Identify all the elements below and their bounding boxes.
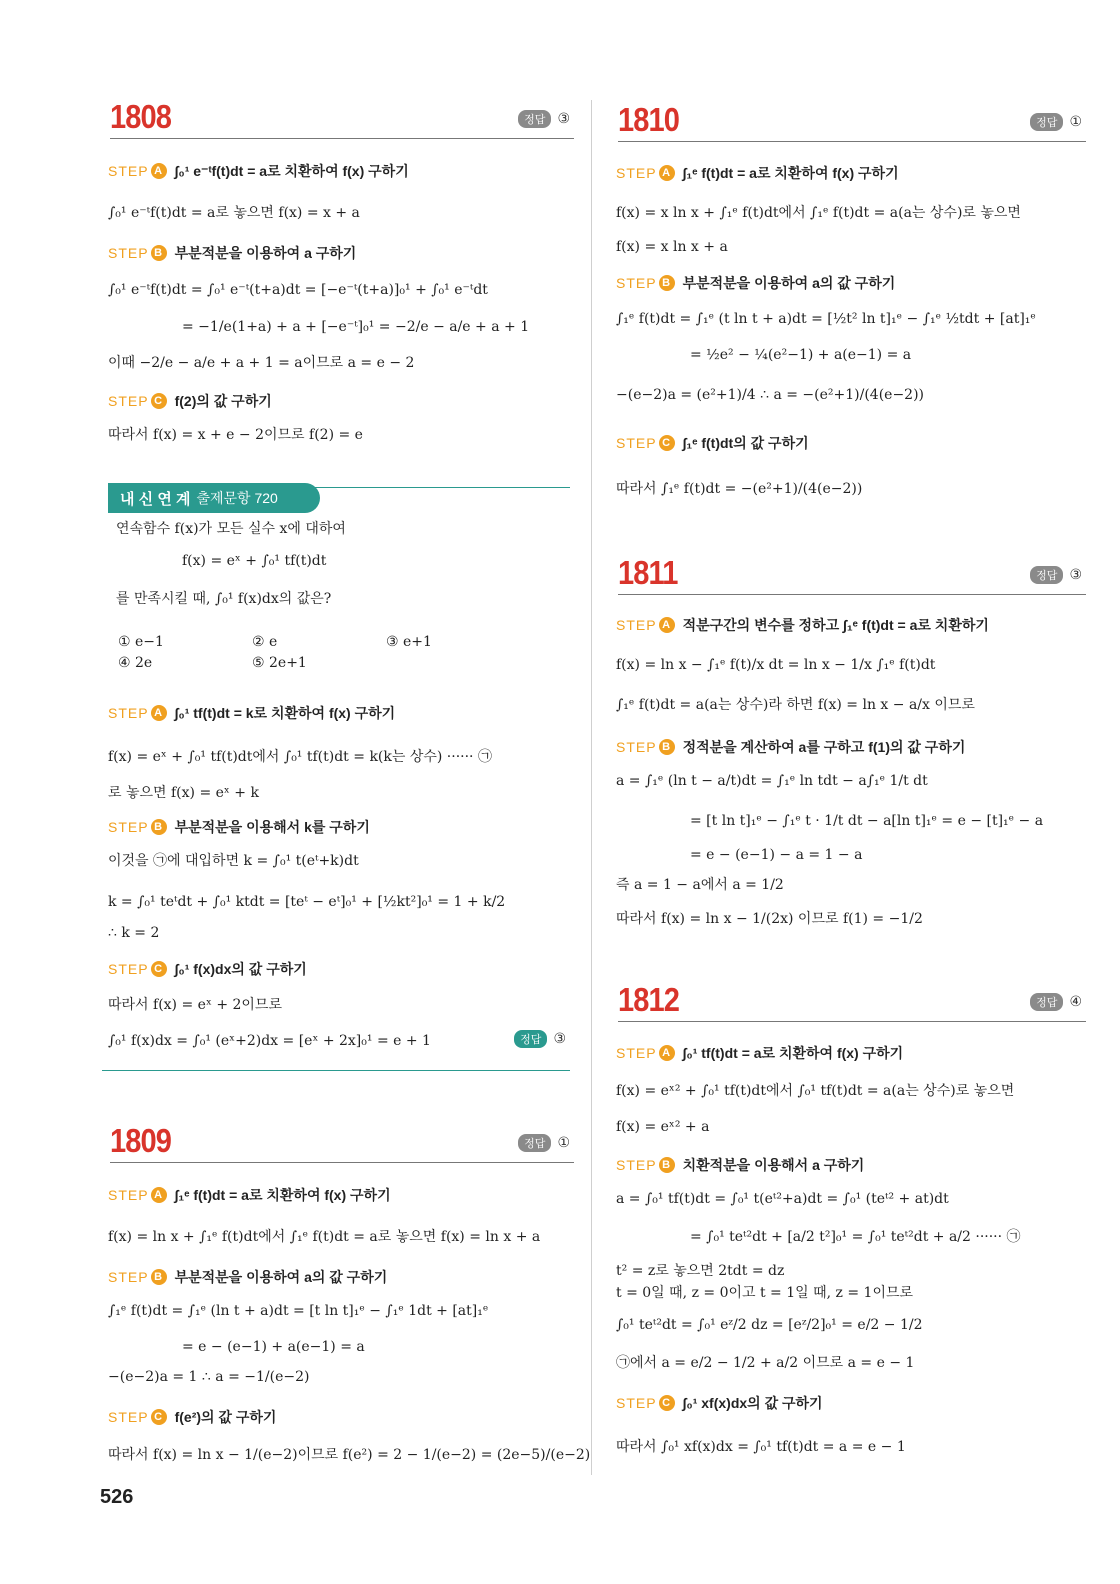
step-tag-text: STEP [616, 739, 657, 755]
answer-badge: 정답 [518, 1134, 551, 1152]
step-heading [616, 1044, 1086, 1062]
option-1: ① e−1 [118, 634, 164, 650]
solution-line: 따라서 f(x) = x + e − 2이므로 f(2) = e [108, 427, 363, 443]
step-tag-text: STEP [108, 245, 149, 261]
step-letter-icon: B [659, 1157, 675, 1173]
solution-line: 이때 −2/e − a/e + a + 1 = a이므로 a = e − 2 [108, 355, 415, 371]
step-heading [616, 274, 1086, 292]
solution-line: 따라서 f(x) = eˣ + 2이므로 [108, 997, 282, 1013]
step-tag [108, 1186, 167, 1204]
solution-line: 로 놓으면 f(x) = eˣ + k [108, 785, 259, 801]
step-heading [108, 162, 574, 180]
step-heading [616, 1394, 1086, 1412]
step-tag-text: STEP [616, 1395, 657, 1411]
problem-rule [618, 594, 1086, 595]
step-tag-text: STEP [616, 1045, 657, 1061]
solution-line: f(x) = eˣ + ∫₀¹ tf(t)dt에서 ∫₀¹ tf(t)dt = k(k는 상수) ······ ㉠ [108, 749, 492, 765]
step-title: 치환적분을 이용해서 a 구하기 [682, 1157, 865, 1173]
step-heading [108, 244, 574, 262]
step-tag [108, 818, 167, 836]
step-tag [616, 1044, 675, 1062]
solution-line: ∫₁ᵉ f(t)dt = ∫₁ᵉ (t ln t + a)dt = [½t² ln t]₁ᵉ − ∫₁ᵉ ½tdt + [at]₁ᵉ [616, 311, 1036, 327]
step-tag-text: STEP [108, 819, 149, 835]
step-title: ∫₁ᵉ f(t)dt의 값 구하기 [682, 435, 809, 451]
step-heading [108, 1186, 574, 1204]
answer-value: ① [557, 1135, 570, 1151]
answer-badge: 정답 [1030, 113, 1063, 131]
step-letter-icon: B [151, 819, 167, 835]
step-heading [616, 738, 1086, 756]
step-title: 부분적분을 이용하여 a 구하기 [174, 245, 357, 261]
step-letter-icon: A [659, 1045, 675, 1061]
step-tag [108, 960, 167, 978]
naesin-bottom-rule [102, 1070, 570, 1071]
solution-line: a = ∫₀¹ tf(t)dt = ∫₀¹ t(eᵗ²+a)dt = ∫₀¹ (teᵗ² + at)dt [616, 1191, 949, 1207]
solution-line: 따라서 ∫₀¹ xf(x)dx = ∫₀¹ tf(t)dt = a = e − 1 [616, 1439, 906, 1455]
step-title: 부분적분을 이용하여 a의 값 구하기 [682, 275, 896, 291]
step-title: 부분적분을 이용해서 k를 구하기 [174, 819, 370, 835]
naesin-title: 내 신 연 계 [120, 490, 191, 508]
step-tag [108, 392, 167, 410]
naesin-rule [302, 487, 570, 488]
solution-line: ∫₀¹ e⁻ᵗf(t)dt = ∫₀¹ e⁻ᵗ(t+a)dt = [−e⁻ᵗ(t+a)]₀¹ + ∫₀¹ e⁻ᵗdt [108, 282, 488, 298]
step-letter-icon: B [151, 1269, 167, 1285]
step-title: 부분적분을 이용하여 a의 값 구하기 [174, 1269, 388, 1285]
naesin-problem-line-3: 를 만족시킬 때, ∫₀¹ f(x)dx의 값은? [116, 591, 332, 607]
step-tag-text: STEP [108, 961, 149, 977]
step-tag [616, 738, 675, 756]
problem-number: 1812 [618, 981, 680, 1018]
step-title: f(2)의 값 구하기 [174, 393, 272, 409]
step-title: 정적분을 계산하여 a를 구하고 f(1)의 값 구하기 [682, 739, 966, 755]
answer-value: ① [1069, 114, 1082, 130]
answer-box [518, 110, 570, 128]
solution-line: 따라서 f(x) = ln x − 1/(e−2)이므로 f(e²) = 2 − 1/(e−2) = (2e−5)/(e−2) [108, 1447, 591, 1463]
problem-rule [110, 1162, 574, 1163]
step-letter-icon: C [151, 961, 167, 977]
step-tag-text: STEP [616, 435, 657, 451]
answer-badge: 정답 [518, 110, 551, 128]
step-tag-text: STEP [616, 165, 657, 181]
solution-line: ∫₀¹ e⁻ᵗf(t)dt = a로 놓으면 f(x) = x + a [108, 205, 360, 221]
step-tag [108, 704, 167, 722]
step-title: ∫₀¹ xf(x)dx의 값 구하기 [682, 1395, 823, 1411]
naesin-section-header [102, 483, 570, 515]
answer-box [1030, 566, 1082, 584]
solution-line: f(x) = eˣ² + a [616, 1119, 710, 1135]
step-letter-icon: A [659, 165, 675, 181]
solution-line: −(e−2)a = 1 ∴ a = −1/(e−2) [108, 1369, 310, 1385]
naesin-answer-badge: 정답 [514, 1030, 547, 1048]
step-tag-text: STEP [108, 1409, 149, 1425]
step-heading [108, 1268, 574, 1286]
problem-rule [110, 138, 574, 139]
column-divider [591, 100, 592, 1475]
step-heading [108, 392, 574, 410]
step-letter-icon: C [151, 393, 167, 409]
problem-number: 1809 [110, 1122, 172, 1159]
solution-line: ∫₀¹ f(x)dx = ∫₀¹ (eˣ+2)dx = [eˣ + 2x]₀¹ = e + 1 [108, 1033, 431, 1049]
step-tag-text: STEP [108, 393, 149, 409]
step-title: ∫₀¹ tf(t)dt = k로 치환하여 f(x) 구하기 [174, 705, 396, 721]
step-letter-icon: C [659, 435, 675, 451]
naesin-label [108, 483, 320, 513]
step-tag-text: STEP [108, 1269, 149, 1285]
problem-number: 1811 [618, 554, 678, 591]
problem-rule [618, 1021, 1086, 1022]
naesin-sub: 출제문항 720 [196, 490, 278, 506]
step-heading [616, 616, 1086, 634]
solution-line: 이것을 ㉠에 대입하면 k = ∫₀¹ t(eᵗ+k)dt [108, 853, 359, 869]
step-letter-icon: B [659, 275, 675, 291]
solution-line: 따라서 f(x) = ln x − 1/(2x) 이므로 f(1) = −1/2 [616, 911, 923, 927]
solution-line: = [t ln t]₁ᵉ − ∫₁ᵉ t · 1/t dt − a[ln t]₁ᵉ = e − [t]₁ᵉ − a [690, 813, 1044, 829]
step-heading [108, 704, 574, 722]
step-letter-icon: B [659, 739, 675, 755]
step-title: ∫₁ᵉ f(t)dt = a로 치환하여 f(x) 구하기 [174, 1187, 391, 1203]
solution-line: f(x) = eˣ² + ∫₀¹ tf(t)dt에서 ∫₀¹ tf(t)dt = a(a는 상수)로 놓으면 [616, 1083, 1015, 1099]
solution-line: a = ∫₁ᵉ (ln t − a/t)dt = ∫₁ᵉ ln tdt − a∫₁ᵉ 1/t dt [616, 773, 928, 789]
solution-line: f(x) = x ln x + ∫₁ᵉ f(t)dt에서 ∫₁ᵉ f(t)dt = a(a는 상수)로 놓으면 [616, 205, 1021, 221]
step-title: ∫₁ᵉ f(t)dt = a로 치환하여 f(x) 구하기 [682, 165, 899, 181]
step-heading [108, 960, 574, 978]
step-letter-icon: A [151, 705, 167, 721]
step-tag-text: STEP [108, 163, 149, 179]
step-title: ∫₀¹ e⁻ᵗf(t)dt = a로 치환하여 f(x) 구하기 [174, 163, 409, 179]
step-tag [108, 1268, 167, 1286]
step-tag-text: STEP [108, 705, 149, 721]
solution-line: ∫₁ᵉ f(t)dt = a(a는 상수)라 하면 f(x) = ln x − a/x 이므로 [616, 697, 975, 713]
solution-line: t = 0일 때, z = 0이고 t = 1일 때, z = 1이므로 [616, 1285, 914, 1301]
answer-box [1030, 113, 1082, 131]
step-tag [616, 274, 675, 292]
step-tag [108, 1408, 167, 1426]
step-heading [616, 1156, 1086, 1174]
answer-badge: 정답 [1030, 993, 1063, 1011]
solution-line: = e − (e−1) − a = 1 − a [690, 847, 863, 863]
problem-rule [618, 141, 1086, 142]
step-tag-text: STEP [108, 1187, 149, 1203]
answer-box [1030, 993, 1082, 1011]
solution-line: 즉 a = 1 − a에서 a = 1/2 [616, 877, 784, 893]
solution-line: f(x) = ln x − ∫₁ᵉ f(t)/x dt = ln x − 1/x ∫₁ᵉ f(t)dt [616, 657, 936, 673]
problem-number: 1808 [110, 98, 172, 135]
solution-line: = e − (e−1) + a(e−1) = a [182, 1339, 365, 1355]
step-tag [616, 434, 675, 452]
naesin-problem-line-2: f(x) = eˣ + ∫₀¹ tf(t)dt [182, 553, 327, 569]
step-tag [616, 164, 675, 182]
step-heading [108, 818, 574, 836]
step-title: 적분구간의 변수를 정하고 ∫₁ᵉ f(t)dt = a로 치환하기 [682, 617, 989, 633]
step-heading [616, 434, 1086, 452]
problem-number: 1810 [618, 101, 680, 138]
option-2: ② e [252, 634, 278, 650]
naesin-answer-box [514, 1030, 566, 1048]
answer-value: ③ [557, 111, 570, 127]
step-heading [108, 1408, 574, 1426]
solution-line: t² = z로 놓으면 2tdt = dz [616, 1263, 785, 1279]
naesin-problem-line-1: 연속함수 f(x)가 모든 실수 x에 대하여 [116, 521, 346, 537]
option-5: ⑤ 2e+1 [252, 655, 307, 671]
solution-line: ∴ k = 2 [108, 925, 160, 941]
answer-badge: 정답 [1030, 566, 1063, 584]
step-letter-icon: A [151, 163, 167, 179]
solution-line: = ∫₀¹ teᵗ²dt + [a/2 t²]₀¹ = ∫₀¹ teᵗ²dt + a/2 ······ ㉠ [690, 1229, 1021, 1245]
step-tag [616, 1156, 675, 1174]
step-tag [616, 1394, 675, 1412]
step-title: ∫₀¹ tf(t)dt = a로 치환하여 f(x) 구하기 [682, 1045, 904, 1061]
step-tag [108, 162, 167, 180]
option-4: ④ 2e [118, 655, 153, 671]
step-letter-icon: A [659, 617, 675, 633]
step-letter-icon: C [151, 1409, 167, 1425]
step-letter-icon: B [151, 245, 167, 261]
answer-box [518, 1134, 570, 1152]
option-3: ③ e+1 [386, 634, 432, 650]
step-letter-icon: A [151, 1187, 167, 1203]
step-tag [108, 244, 167, 262]
naesin-answer-value: ③ [553, 1031, 566, 1047]
solution-line: ∫₀¹ teᵗ²dt = ∫₀¹ eᶻ/2 dz = [eᶻ/2]₀¹ = e/2 − 1/2 [616, 1317, 923, 1333]
step-heading [616, 164, 1086, 182]
answer-value: ④ [1069, 994, 1082, 1010]
step-tag-text: STEP [616, 275, 657, 291]
solution-line: f(x) = x ln x + a [616, 239, 728, 255]
solution-line: = −1/e(1+a) + a + [−e⁻ᵗ]₀¹ = −2/e − a/e + a + 1 [182, 319, 530, 335]
step-title: f(e²)의 값 구하기 [174, 1409, 277, 1425]
step-tag-text: STEP [616, 617, 657, 633]
solution-line: = ½e² − ¼(e²−1) + a(e−1) = a [690, 347, 912, 363]
page-number: 526 [100, 1486, 134, 1508]
step-tag [616, 616, 675, 634]
step-title: ∫₀¹ f(x)dx의 값 구하기 [174, 961, 307, 977]
step-letter-icon: C [659, 1395, 675, 1411]
solution-line: f(x) = ln x + ∫₁ᵉ f(t)dt에서 ∫₁ᵉ f(t)dt = a로 놓으면 f(x) = ln x + a [108, 1229, 541, 1245]
answer-value: ③ [1069, 567, 1082, 583]
solution-line: 따라서 ∫₁ᵉ f(t)dt = −(e²+1)/(4(e−2)) [616, 481, 863, 497]
step-tag-text: STEP [616, 1157, 657, 1173]
solution-line: k = ∫₀¹ teᵗdt + ∫₀¹ ktdt = [teᵗ − eᵗ]₀¹ + [½kt²]₀¹ = 1 + k/2 [108, 894, 506, 910]
solution-line: ㉠에서 a = e/2 − 1/2 + a/2 이므로 a = e − 1 [616, 1355, 915, 1371]
solution-line: −(e−2)a = (e²+1)/4 ∴ a = −(e²+1)/(4(e−2)) [616, 387, 925, 403]
solution-line: ∫₁ᵉ f(t)dt = ∫₁ᵉ (ln t + a)dt = [t ln t]₁ᵉ − ∫₁ᵉ 1dt + [at]₁ᵉ [108, 1303, 489, 1319]
